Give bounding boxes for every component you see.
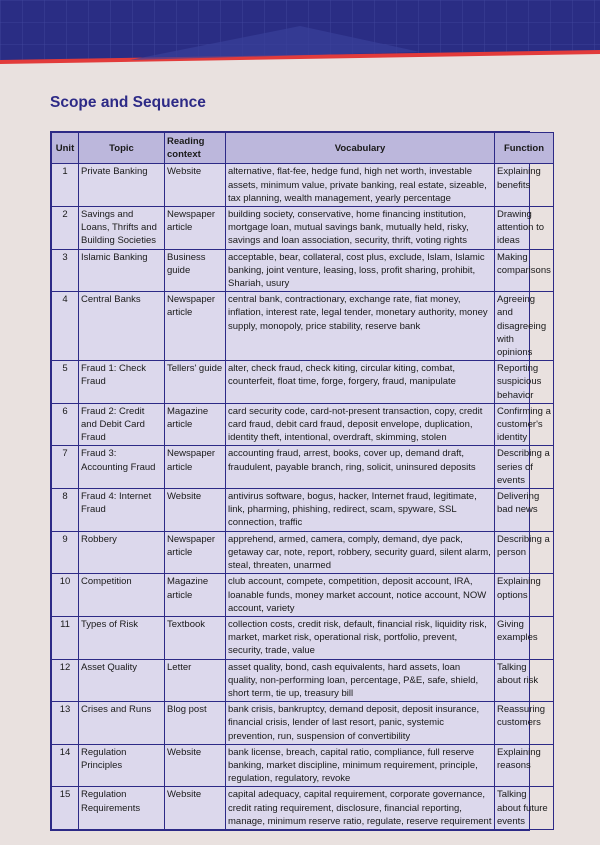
vocabulary-cell: bank license, breach, capital ratio, compliance, full reserve banking, market discipline, minimum requirement, principle, regulation, regulatory, revoke (226, 744, 495, 787)
topic-cell: Fraud 1: Check Fraud (79, 361, 165, 404)
table-row (52, 446, 554, 489)
function-cell: Agreeing and disagreeing with opinions (495, 292, 554, 361)
topic-cell: Fraud 4: Internet Fraud (79, 489, 165, 532)
topic-cell: Islamic Banking (79, 249, 165, 292)
context-cell: Tellers' guide (165, 361, 226, 404)
vocabulary-cell: acceptable, bear, collateral, cost plus, exclude, Islam, Islamic banking, joint venture, leasing, loss, profit sharing, prohibit, Shariah, usury (226, 249, 495, 292)
function-cell: Reporting suspicious behavior (495, 361, 554, 404)
context-cell: Newspaper article (165, 292, 226, 361)
context-cell: Magazine article (165, 403, 226, 446)
unit-cell: 15 (52, 787, 79, 830)
table-row (52, 489, 554, 532)
vocabulary-cell: capital adequacy, capital requirement, corporate governance, credit rating requirement, disclosure, financial reporting, manage, minimum reserve ratio, regulate, reserve requirement (226, 787, 495, 830)
topic-cell: Asset Quality (79, 659, 165, 702)
function-cell: Giving examples (495, 616, 554, 659)
unit-cell: 10 (52, 574, 79, 617)
topic-cell: Regulation Requirements (79, 787, 165, 830)
header-vocabulary: Vocabulary (226, 133, 495, 164)
table-row (52, 787, 554, 830)
header-topic: Topic (79, 133, 165, 164)
vocabulary-cell: alter, check fraud, check kiting, circular kiting, combat, counterfeit, float time, forge, forgery, fraud, manipulate (226, 361, 495, 404)
unit-cell: 6 (52, 403, 79, 446)
context-cell: Textbook (165, 616, 226, 659)
vocabulary-cell: club account, compete, competition, deposit account, IRA, loanable funds, money market account, notice account, NOW account, variety (226, 574, 495, 617)
table-row (52, 207, 554, 250)
vocabulary-cell: alternative, flat-fee, hedge fund, high net worth, investable assets, minimum value, private banking, real estate, sizeable, tax planning, wealth management, yearly percentage (226, 164, 495, 207)
header-reading-context: Reading context (165, 133, 226, 164)
unit-cell: 8 (52, 489, 79, 532)
context-cell: Website (165, 164, 226, 207)
table-row (52, 403, 554, 446)
vocabulary-cell: asset quality, bond, cash equivalents, hard assets, loan quality, non-performing loan, percentage, P&E, safe, shield, short term, tie up, treasury bill (226, 659, 495, 702)
topic-cell: Crises and Runs (79, 702, 165, 745)
function-cell: Explaining options (495, 574, 554, 617)
function-cell: Confirming a customer's identity (495, 403, 554, 446)
context-cell: Blog post (165, 702, 226, 745)
topic-cell: Fraud 2: Credit and Debit Card Fraud (79, 403, 165, 446)
unit-cell: 13 (52, 702, 79, 745)
vocabulary-cell: antivirus software, bogus, hacker, Internet fraud, legitimate, link, pharming, phishing, redirect, scam, spyware, SSL connection, traffic (226, 489, 495, 532)
unit-cell: 7 (52, 446, 79, 489)
vocabulary-cell: accounting fraud, arrest, books, cover up, demand draft, fraudulent, payable branch, ring, solicit, uninsured deposits (226, 446, 495, 489)
table-row (52, 616, 554, 659)
context-cell: Website (165, 489, 226, 532)
function-cell: Drawing attention to ideas (495, 207, 554, 250)
unit-cell: 1 (52, 164, 79, 207)
function-cell: Delivering bad news (495, 489, 554, 532)
table-row (52, 574, 554, 617)
page-title: Scope and Sequence (50, 94, 206, 111)
vocabulary-cell: apprehend, armed, camera, comply, demand, dye pack, getaway car, note, report, robbery, security guard, silent alarm, steal, threaten, unarmed (226, 531, 495, 574)
table-row (52, 702, 554, 745)
topic-cell: Central Banks (79, 292, 165, 361)
context-cell: Business guide (165, 249, 226, 292)
function-cell: Talking about risk (495, 659, 554, 702)
header-unit: Unit (52, 133, 79, 164)
table-row (52, 744, 554, 787)
context-cell: Website (165, 787, 226, 830)
function-cell: Reassuring customers (495, 702, 554, 745)
unit-cell: 11 (52, 616, 79, 659)
topic-cell: Types of Risk (79, 616, 165, 659)
header-banner (0, 0, 600, 70)
topic-cell: Competition (79, 574, 165, 617)
function-cell: Making comparisons (495, 249, 554, 292)
table-row (52, 164, 554, 207)
context-cell: Newspaper article (165, 446, 226, 489)
vocabulary-cell: building society, conservative, home financing institution, mortgage loan, mutual savings bank, mutually held, risky, savings and loan association, security, thrift, voting rights (226, 207, 495, 250)
topic-cell: Fraud 3: Accounting Fraud (79, 446, 165, 489)
unit-cell: 3 (52, 249, 79, 292)
topic-cell: Private Banking (79, 164, 165, 207)
function-cell: Talking about future events (495, 787, 554, 830)
unit-cell: 14 (52, 744, 79, 787)
vocabulary-cell: central bank, contractionary, exchange rate, fiat money, inflation, interest rate, legal tender, monetary authority, money supply, monopoly, price stability, reserve bank (226, 292, 495, 361)
function-cell: Describing a series of events (495, 446, 554, 489)
table-row (52, 249, 554, 292)
function-cell: Describing a person (495, 531, 554, 574)
vocabulary-cell: bank crisis, bankruptcy, demand deposit, deposit insurance, financial crisis, lender of last resort, panic, systemic prevention, run, suspension of convertibility (226, 702, 495, 745)
table-row (52, 361, 554, 404)
context-cell: Website (165, 744, 226, 787)
table-row (52, 659, 554, 702)
context-cell: Letter (165, 659, 226, 702)
table-row (52, 292, 554, 361)
table-header-row (52, 133, 554, 164)
topic-cell: Regulation Principles (79, 744, 165, 787)
header-function: Function (495, 133, 554, 164)
context-cell: Newspaper article (165, 207, 226, 250)
function-cell: Explaining reasons (495, 744, 554, 787)
scope-sequence-table (50, 131, 551, 831)
topic-cell: Robbery (79, 531, 165, 574)
topic-cell: Savings and Loans, Thrifts and Building Societies (79, 207, 165, 250)
context-cell: Magazine article (165, 574, 226, 617)
unit-cell: 4 (52, 292, 79, 361)
vocabulary-cell: card security code, card-not-present transaction, copy, credit card fraud, debit card fraud, deposit envelope, duplication, identity theft, intentional, overdraft, skimming, stolen (226, 403, 495, 446)
context-cell: Newspaper article (165, 531, 226, 574)
unit-cell: 12 (52, 659, 79, 702)
function-cell: Explaining benefits (495, 164, 554, 207)
table-row (52, 531, 554, 574)
unit-cell: 9 (52, 531, 79, 574)
unit-cell: 2 (52, 207, 79, 250)
unit-cell: 5 (52, 361, 79, 404)
vocabulary-cell: collection costs, credit risk, default, financial risk, liquidity risk, market, market risk, operational risk, portfolio, prevent, security, trade, value (226, 616, 495, 659)
